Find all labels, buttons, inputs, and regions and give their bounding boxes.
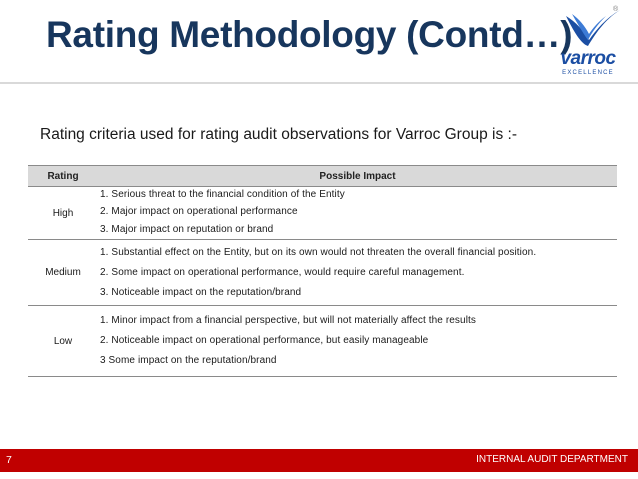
varroc-logo [548, 6, 628, 86]
logo-wordmark: varroc [560, 48, 616, 69]
rating-cell: Medium [28, 240, 98, 306]
rating-table [28, 165, 617, 377]
footer-bar [0, 449, 638, 472]
impact-cell [98, 187, 617, 240]
header-possible-impact: Possible Impact [98, 166, 617, 187]
table-row-high [28, 187, 617, 240]
slide-number: 7 [6, 454, 12, 466]
impact-line: 1. Minor impact from a financial perspective, but will not materially affect the results [100, 315, 476, 326]
impact-line: 3 Some impact on the reputation/brand [100, 355, 277, 366]
impact-cell [98, 240, 617, 306]
rating-cell: Low [28, 306, 98, 377]
rating-cell: High [28, 187, 98, 240]
impact-line: 1. Serious threat to the financial condition of the Entity [100, 189, 345, 200]
impact-line: 2. Major impact on operational performance [100, 206, 298, 217]
impact-line: 3. Major impact on reputation or brand [100, 224, 274, 235]
impact-cell [98, 306, 617, 377]
table-row-medium [28, 240, 617, 306]
impact-line: 2. Noticeable impact on operational performance, but easily manageable [100, 335, 429, 346]
department-label: INTERNAL AUDIT DEPARTMENT [476, 454, 628, 465]
slide-title: Rating Methodology (Contd…) [46, 14, 573, 55]
impact-line: 1. Substantial effect on the Entity, but on its own would not threaten the overall financial position. [100, 246, 537, 258]
impact-line: 2. Some impact on operational performance, would require careful management. [100, 266, 465, 278]
table-row-low [28, 306, 617, 377]
title-divider [0, 82, 638, 84]
logo-tagline: EXCELLENCE [562, 70, 614, 76]
header-rating: Rating [28, 166, 98, 187]
table-header-row [28, 166, 617, 187]
registered-mark: ® [613, 6, 619, 13]
impact-line: 3. Noticeable impact on the reputation/brand [100, 286, 302, 298]
slide-subtitle: Rating criteria used for rating audit observations for Varroc Group is :- [40, 126, 517, 143]
